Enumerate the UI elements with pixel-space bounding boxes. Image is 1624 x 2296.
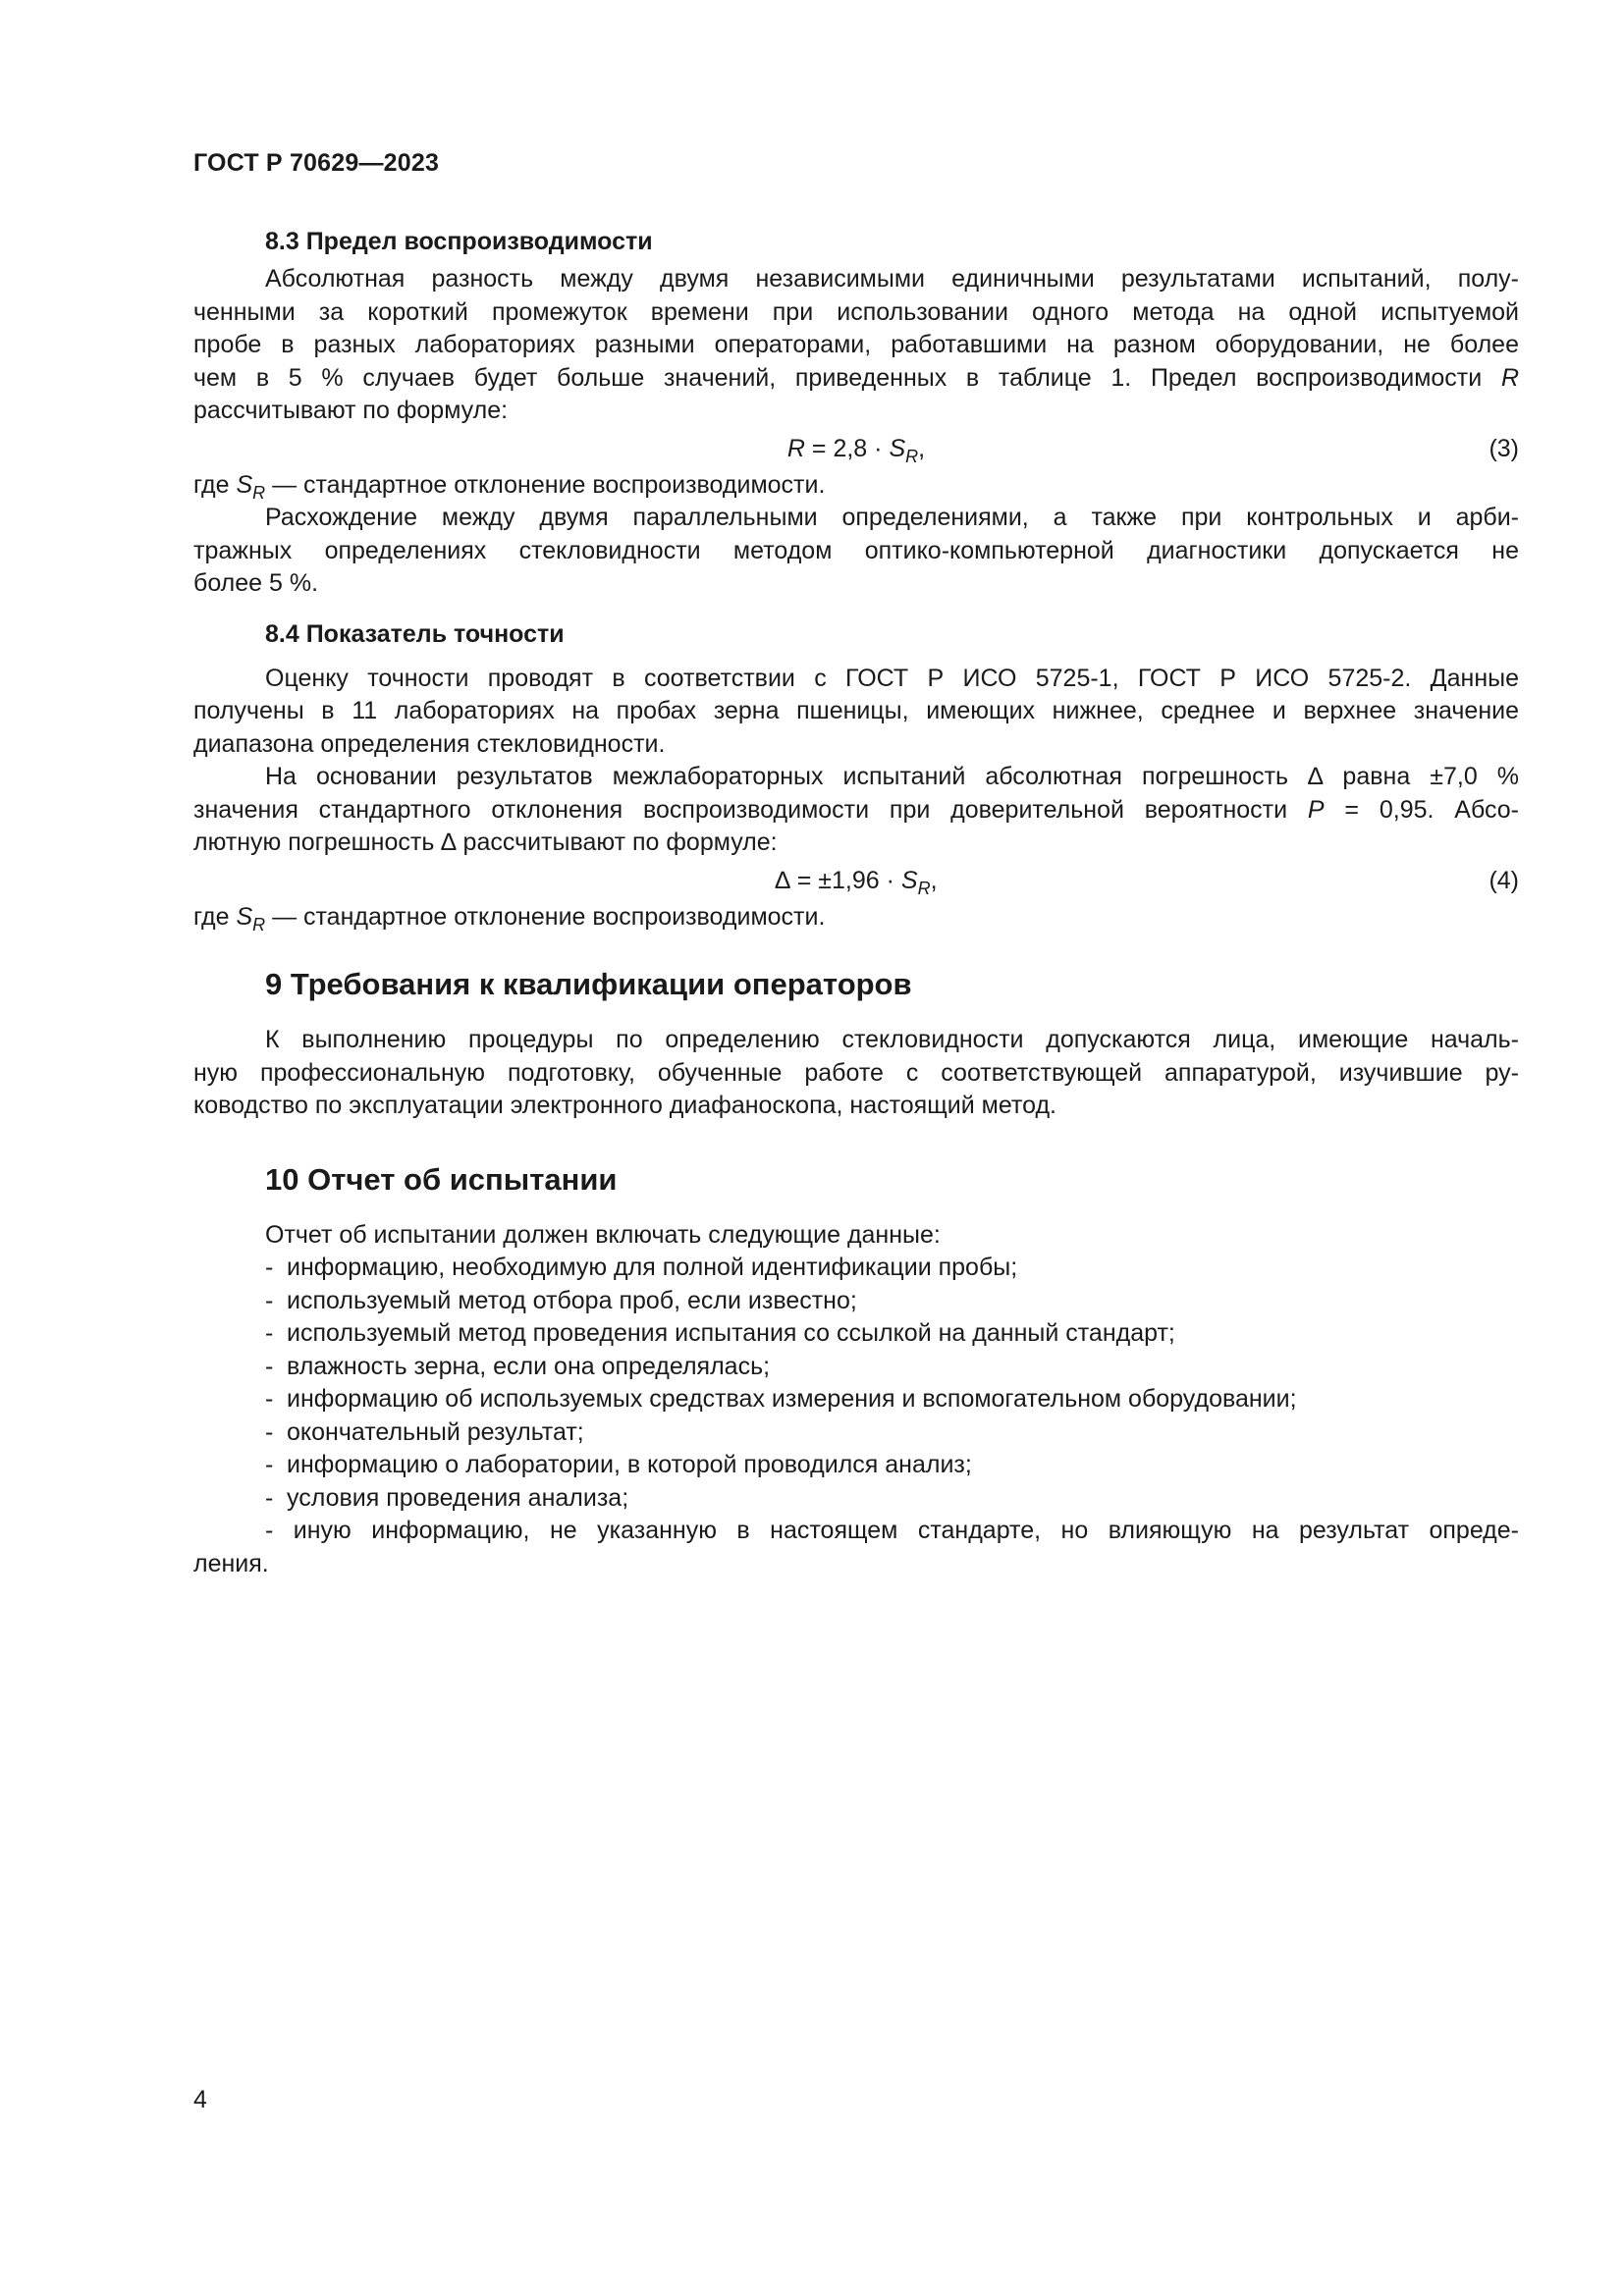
formula-number: (4) (1489, 866, 1519, 894)
formula-3 (193, 428, 1519, 469)
paragraph-line: получены в 11 лабораториях на пробах зерна пшеницы, имеющих нижнее, среднее и верхнее значение (193, 697, 1519, 724)
formula-4 (193, 860, 1519, 901)
paragraph-line: Отчет об испытании должен включать следующие данные: (265, 1220, 941, 1249)
where-clause: где $S_R$ — стандартное отклонение воспроизводимости. (193, 470, 826, 503)
paragraph-line: рассчитывают по формуле: (193, 397, 509, 424)
paragraph-line: ления. (193, 1549, 269, 1577)
paragraph-line: Расхождение между двумя параллельными определениями, а также при контрольных и арби- (265, 504, 1519, 531)
paragraph-line: тражных определениях стекловидности методом оптико-компьютерной диагностики допускается не (193, 536, 1519, 564)
formula-number: (3) (1489, 434, 1519, 462)
list-item: - информацию о лаборатории, в которой проводился анализ; (265, 1451, 972, 1478)
list-item: - условия проведения анализа; (265, 1483, 629, 1512)
where-clause: где $S_R$ — стандартное отклонение воспроизводимости. (193, 902, 826, 934)
document-header: ГОСТ Р 70629—2023 (193, 149, 440, 177)
list-item: - используемый метод проведения испытания со ссылкой на данный стандарт; (265, 1319, 1175, 1347)
paragraph-line: ченными за короткий промежуток времени при использовании одного метода на одной испытуемой (193, 297, 1519, 326)
paragraph-line: значения стандартного отклонения воспроизводимости при доверительной вероятности P = 0,95. Абсо- (193, 795, 1519, 824)
list-item: - окончательный результат; (265, 1417, 584, 1446)
paragraph-line: более 5 %. (193, 569, 319, 597)
paragraph-text: чем в 5 % случаев будет больше значений, приведенных в таблице 1. Предел воспроизводимости (193, 363, 1483, 392)
paragraph-line: К выполнению процедуры по определению стекловидности допускаются лица, имеющие началь- (265, 1026, 1519, 1053)
list-item-last: - иную информацию, не указанную в настоящем стандарте, но влияющую на результат опреде- (265, 1517, 1519, 1544)
list-item: - влажность зерна, если она определялась; (265, 1352, 771, 1380)
variable-p: P (1307, 795, 1325, 824)
list-item: - информацию об используемых средствах измерения и вспомогательном оборудовании; (265, 1385, 1297, 1413)
section-8-3-heading: 8.3 Предел воспроизводимости (265, 228, 653, 255)
variable-r: R (1500, 363, 1519, 392)
page-content (193, 226, 1519, 1580)
paragraph-line: лютную погрешность ∆ рассчитывают по формуле: (193, 828, 778, 856)
paragraph-line: На основании результатов межлабораторных испытаний абсолютная погрешность ∆ равна ±7,0 % (265, 763, 1519, 790)
paragraph-line: диапазона определения стекловидности. (193, 729, 666, 758)
report-requirements-list (193, 1252, 1519, 1515)
page-number: 4 (193, 2086, 207, 2113)
formula-expression: $R = 2,8 \cdot S_R$, (786, 434, 926, 466)
paragraph-line (193, 362, 1519, 396)
paragraph-line: пробе в разных лабораториях разными операторами, работавшими на разном оборудовании, не более (193, 331, 1519, 358)
paragraph-line: ководство по эксплуатации электронного диафаноскопа, настоящий метод. (193, 1092, 1056, 1119)
paragraph-line: Оценку точности проводят в соответствии с ГОСТ Р ИСО 5725-1, ГОСТ Р ИСО 5725-2. Данные (265, 664, 1519, 692)
list-item: - используемый метод отбора проб, если известно; (265, 1286, 857, 1314)
paragraph-line: Абсолютная разность между двумя независимыми единичными результатами испытаний, полу- (265, 265, 1519, 293)
list-item: - информацию, необходимую для полной идентификации пробы; (265, 1254, 1018, 1281)
section-10-heading: 10 Отчет об испытании (265, 1161, 618, 1197)
formula-expression: ∆ = $\pm 1,96 \cdot S_R$, (775, 866, 938, 898)
paragraph-line: ную профессиональную подготовку, обученные работе с соответствующей аппаратурой, изучившие ру- (193, 1058, 1519, 1087)
section-8-4-heading: 8.4 Показатель точности (265, 619, 565, 648)
section-9-heading: 9 Требования к квалификации операторов (265, 967, 912, 1001)
